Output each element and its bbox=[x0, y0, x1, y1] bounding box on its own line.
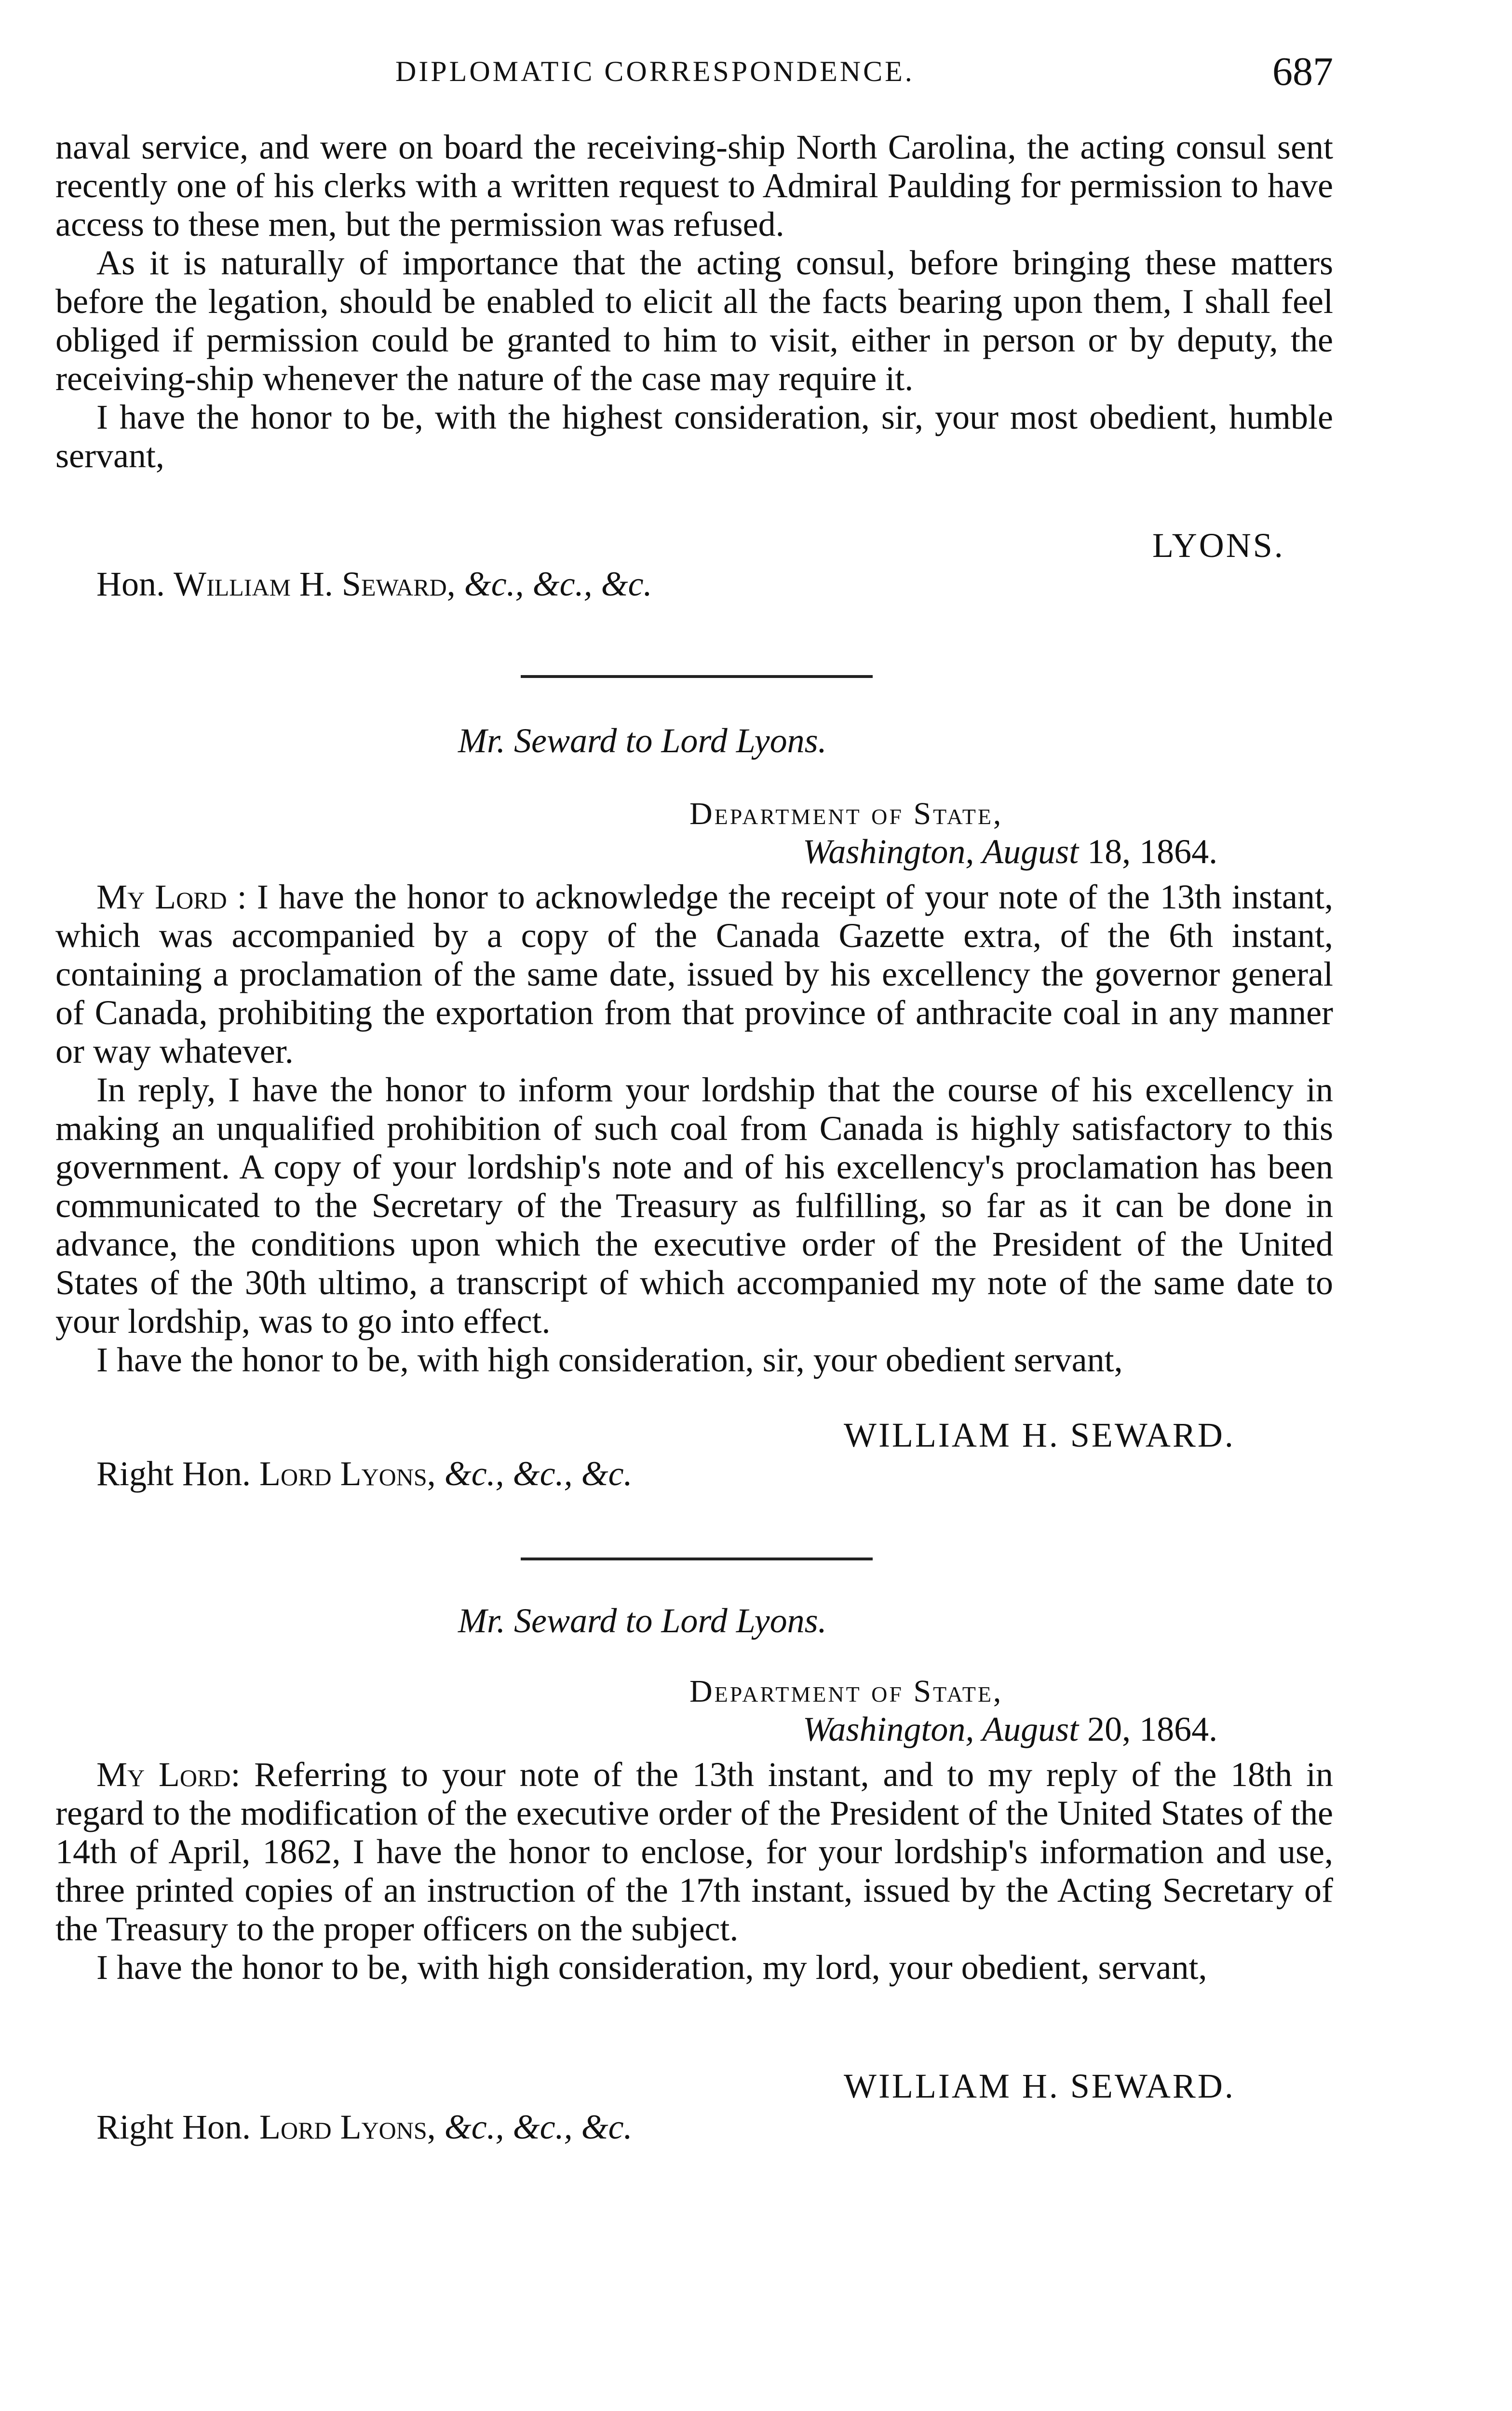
paragraph: My Lord: Referring to your note of the 13th instant, and to my reply of the 18th in regard to the modification of the executive order of the President of the United States of the 14th of April, 1862, I have the honor to enclose, for your lordship's information and use, three printed copies of an instruction of the 17th instant, issued by the Acting Secretary of the Treasury to the proper officers on the subject. bbox=[55, 1755, 1333, 1948]
department: Department of State, bbox=[689, 1674, 1003, 1709]
paragraph: In reply, I have the honor to inform your lordship that the course of his excellency in making an unqualified prohibition of such coal from Canada is highly satisfactory to this government. A copy of your lordship's note and of his excellency's proclamation has been communicated to the Secretary of the Treasury as fulfilling, so far as it can be done in advance, the conditions upon which the executive order of the President of the United States of the 30th ultimo, a transcript of which accompanied my note of the same date to your lordship, was to go into effect. bbox=[55, 1070, 1333, 1341]
addressee-prefix: Right Hon. bbox=[96, 1454, 260, 1493]
addressee-prefix: Right Hon. bbox=[96, 2108, 260, 2146]
addressee bbox=[96, 1454, 633, 1494]
page-header bbox=[55, 48, 1333, 101]
section-divider bbox=[521, 675, 873, 678]
paragraph-text: Referring to your note of the 13th instant, and to my reply of the 18th in regard to the modification of the executive order of the President of the United States of the 14th of April, 1862, I have the honor to enclose, for your lordship's information and use, three printed copies of an instruction of the 17th instant, issued by the Acting Secretary of the Treasury to the proper officers on the subject. bbox=[55, 1755, 1333, 1948]
addressee-name: Lord Lyons, bbox=[259, 2108, 436, 2146]
paragraph: I have the honor to be, with the highest consideration, sir, your most obedient, humble servant, bbox=[55, 398, 1333, 475]
signature: WILLIAM H. SEWARD. bbox=[844, 2067, 1235, 2105]
addressee-name: Lord Lyons, bbox=[259, 1454, 436, 1493]
date-line bbox=[803, 1709, 1217, 1749]
running-title: DIPLOMATIC CORRESPONDENCE. bbox=[395, 55, 915, 87]
section-divider bbox=[521, 1558, 873, 1560]
place: Washington, August bbox=[803, 832, 1079, 871]
date: 20, 1864. bbox=[1079, 1710, 1218, 1748]
date: 18, 1864. bbox=[1079, 832, 1218, 871]
addressee-suffix: &c., &c., &c. bbox=[435, 2108, 633, 2146]
paragraph: I have the honor to be, with high consideration, my lord, your obedient, servant, bbox=[96, 1948, 1207, 1987]
addressee bbox=[96, 2107, 633, 2147]
addressee-prefix: Hon. bbox=[96, 565, 174, 603]
paragraph: As it is naturally of importance that the acting consul, before bringing these matters before the legation, should be enabled to elicit all the facts bearing upon them, I shall feel obliged if permission could be granted to him to visit, either in person or by deputy, the receiving-ship whenever the nature of the case may require it. bbox=[55, 244, 1333, 398]
letter-title: Mr. Seward to Lord Lyons. bbox=[458, 1601, 827, 1640]
salutation: My Lord bbox=[96, 1755, 231, 1794]
addressee bbox=[96, 564, 652, 604]
addressee-suffix: &c., &c., &c. bbox=[435, 1454, 633, 1493]
paragraph: naval service, and were on board the receiving-ship North Carolina, the acting consul sent recently one of his clerks with a written request to Admiral Paulding for permission to have access to these men, but the permission was refused. bbox=[55, 128, 1333, 244]
date-line bbox=[803, 832, 1217, 872]
paragraph-text: I have the honor to acknowledge the receipt of your note of the 13th instant, which was accompanied by a copy of the Canada Gazette extra, of the 6th instant, containing a proclamation of the same date, issued by his excellency the governor general of Canada, prohibiting the exportation from that province of anthracite coal in any manner or way whatever. bbox=[55, 878, 1333, 1070]
department: Department of State, bbox=[689, 796, 1003, 831]
salutation: My Lord bbox=[96, 878, 227, 916]
letter1-body bbox=[55, 128, 1333, 475]
addressee-name: William H. Seward, bbox=[174, 565, 456, 603]
place: Washington, August bbox=[803, 1710, 1079, 1748]
letter-title: Mr. Seward to Lord Lyons. bbox=[458, 721, 827, 760]
paragraph: My Lord : I have the honor to acknowledge the receipt of your note of the 13th instant, which was accompanied by a copy of the Canada Gazette extra, of the 6th instant, containing a proclamation of the same date, issued by his excellency the governor general of Canada, prohibiting the exportation from that province of anthracite coal in any manner or way whatever. bbox=[55, 878, 1333, 1070]
letter2-body bbox=[55, 878, 1333, 1379]
page-number: 687 bbox=[1272, 49, 1333, 94]
signature: LYONS. bbox=[1152, 526, 1285, 565]
paragraph: I have the honor to be, with high consideration, sir, your obedient servant, bbox=[96, 1341, 1123, 1379]
addressee-suffix: &c., &c., &c. bbox=[455, 565, 652, 603]
letter3-body bbox=[55, 1755, 1333, 1987]
signature: WILLIAM H. SEWARD. bbox=[844, 1416, 1235, 1454]
